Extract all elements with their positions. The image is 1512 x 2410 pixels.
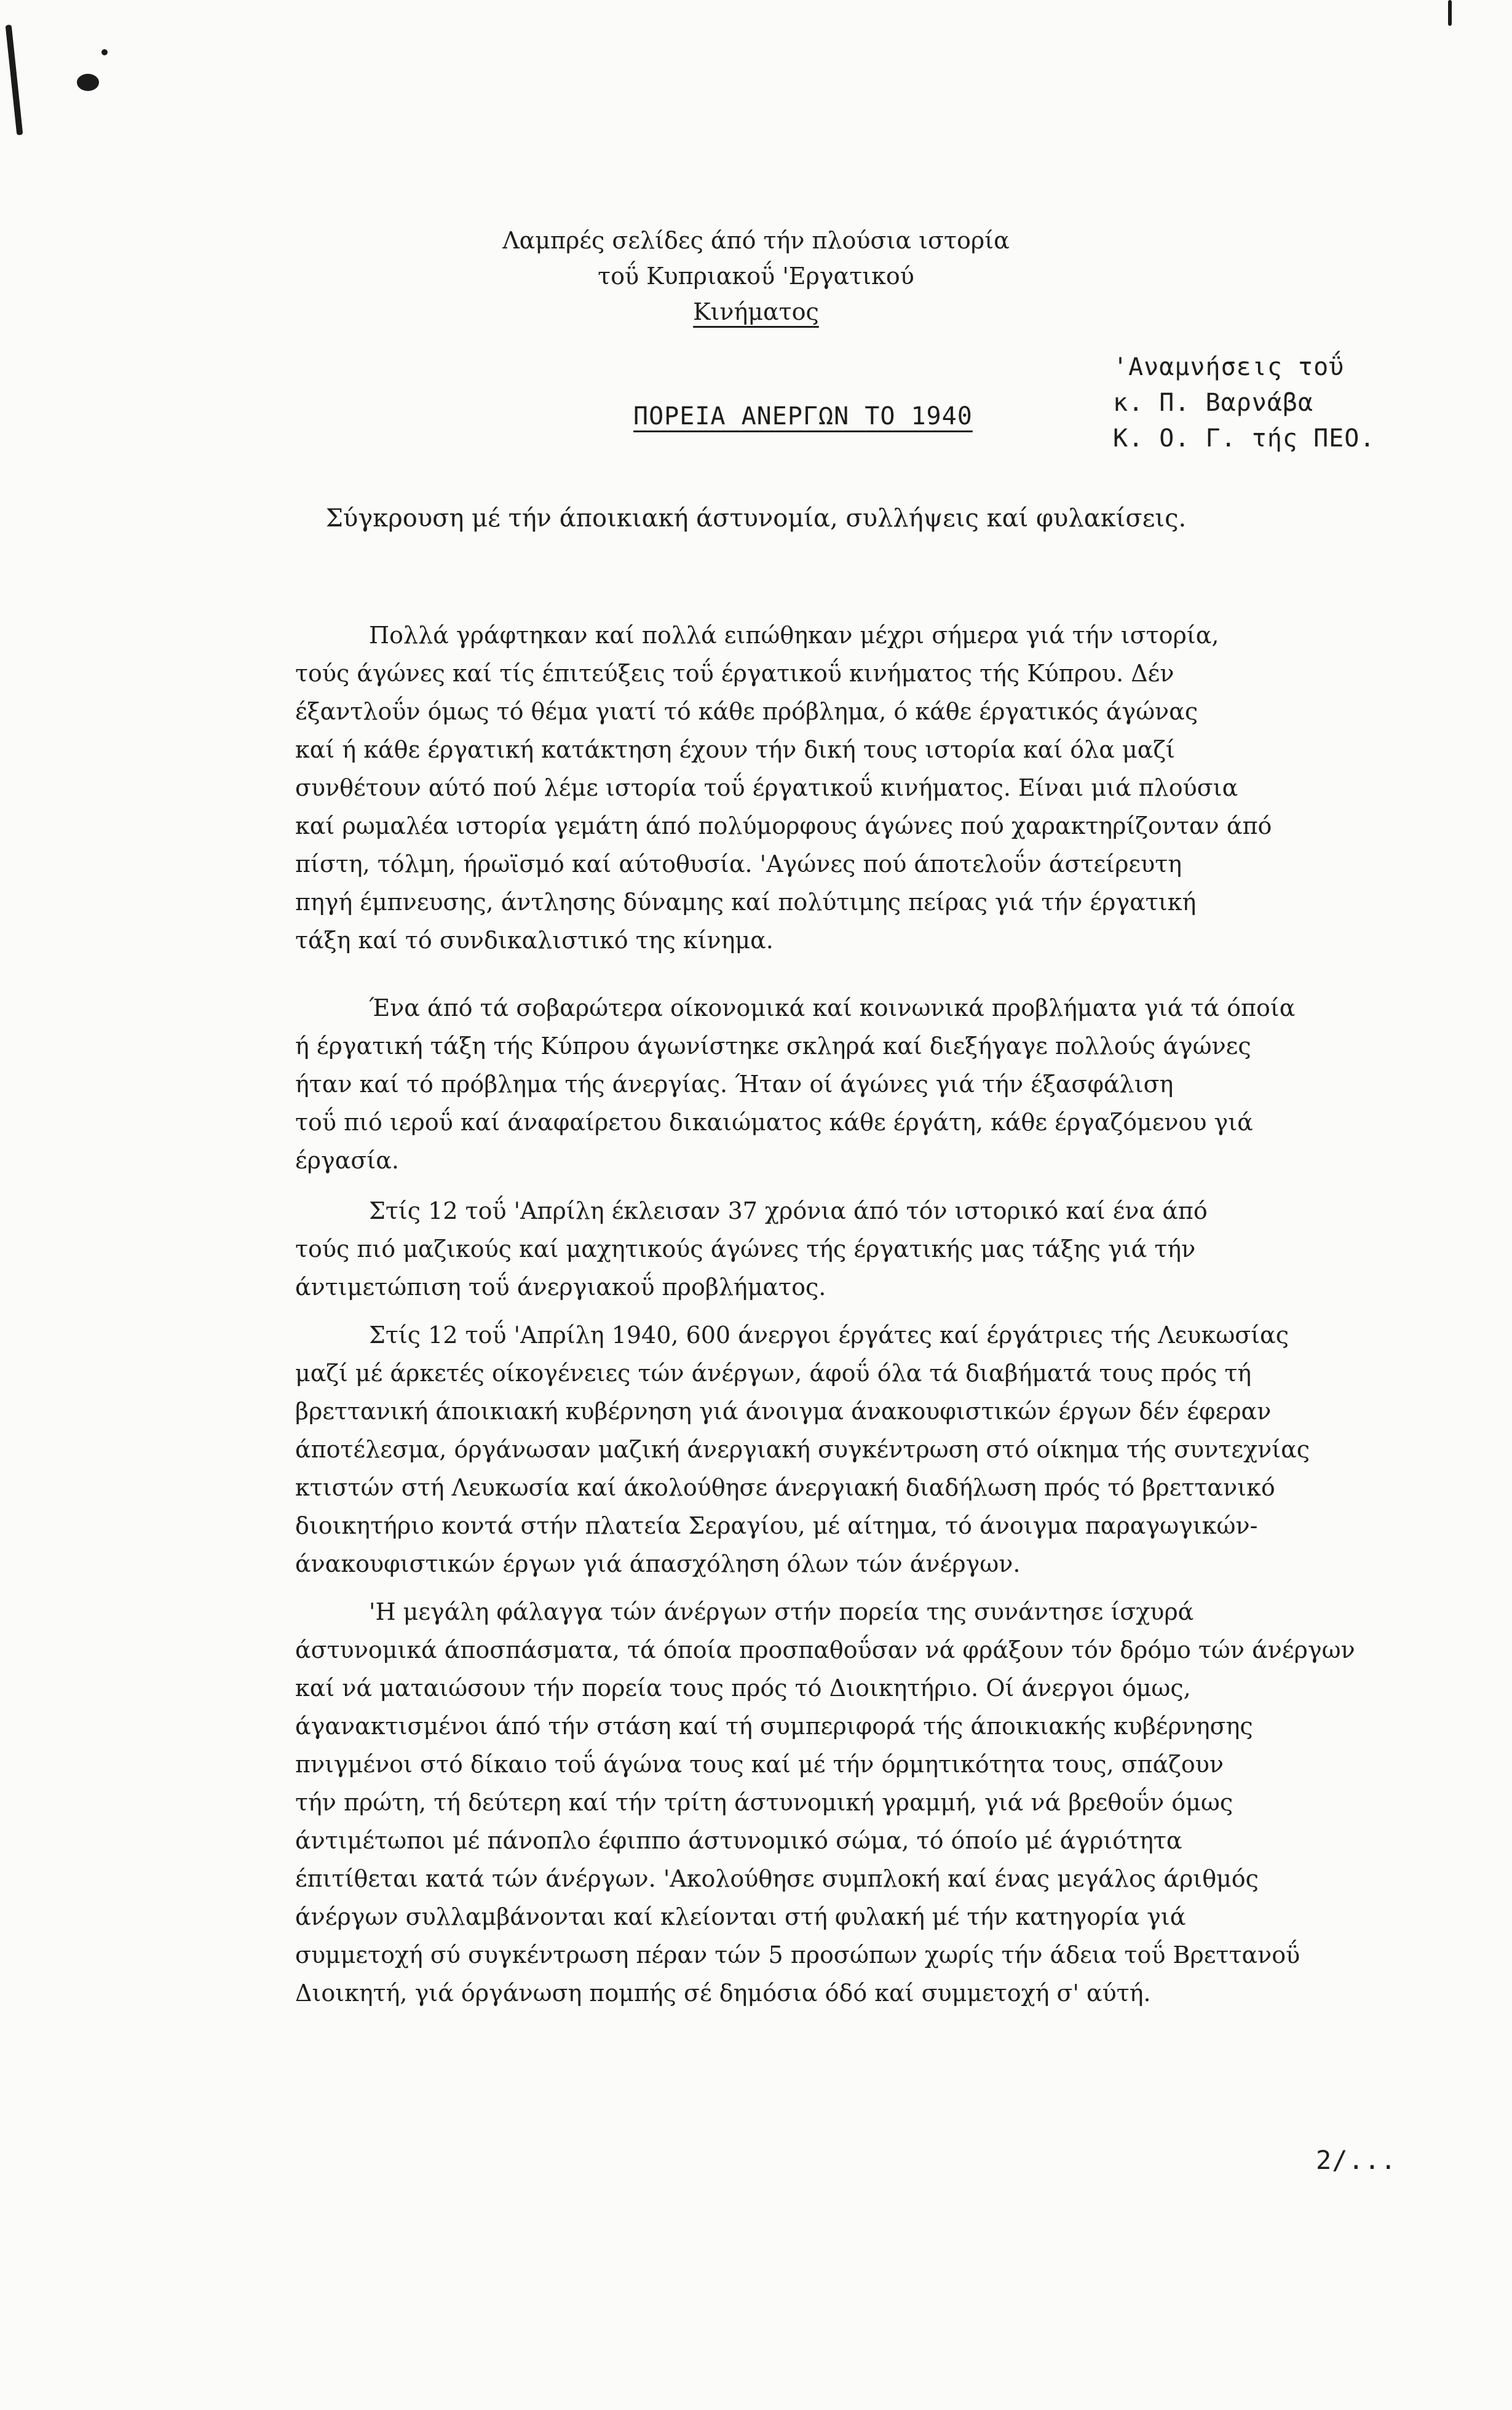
paragraph-line: καί νά ματαιώσουν τήν πορεία τους πρός τό Διοικητήριο. Οί άνεργοι όμως, [295,1675,1191,1702]
paragraph-line: πηγή έμπνευσης, άντλησης δύναμης καί πολύτιμης πείρας γιά τήν έργατική [295,889,1197,916]
paragraph-line: καί ή κάθε έργατική κατάκτηση έχουν τήν δική τους ιστορία καί όλα μαζί [295,736,1175,763]
title-line-3 [0,294,1512,330]
paragraph-line: άντιμετώπιση τοΰ άνεργιακοΰ προβλήματος. [295,1274,826,1301]
paragraph-line: Διοικητή, γιά όργάνωση πομπής σέ δημόσια όδό καί συμμετοχή σ' αύτή. [295,1980,1151,2007]
march-heading: ΠΟΡΕΙΑ ΑΝΕΡΓΩΝ ΤΟ 1940 [633,402,973,430]
scan-mark-blot [77,74,99,91]
paragraph-line: άνακουφιστικών έργων γιά άπασχόληση όλων τών άνέργων. [295,1550,1021,1577]
scan-mark-dot [101,49,108,55]
attribution-line-3: Κ. Ο. Γ. τής ΠΕΟ. [1113,424,1375,453]
attribution-line-1: 'Αναμνήσεις τοΰ [1113,353,1345,381]
paragraph-line: Πολλά γράφτηκαν καί πολλά ειπώθηκαν μέχρι σήμερα γιά τήν ιστορία, [369,622,1219,649]
paragraph-line: ήταν καί τό πρόβλημα τής άνεργίας. Ήταν οί άγώνες γιά τήν έξασφάλιση [295,1071,1174,1098]
paragraph-line: Ένα άπό τά σοβαρώτερα οίκονομικά καί κοινωνικά προβλήματα γιά τά όποία [369,994,1296,1021]
paragraph [295,1192,1451,1306]
paragraph-line: Στίς 12 τοΰ 'Απρίλη έκλεισαν 37 χρόνια άπό τόν ιστορικό καί ένα άπό [369,1197,1208,1224]
paragraph-line: πίστη, τόλμη, ήρωϊσμό καί αύτοθυσία. 'Αγώνες πού άποτελοΰν άστείρευτη [295,850,1182,878]
scan-mark-top-left [6,25,23,135]
paragraph-line: συνθέτουν αύτό πού λέμε ιστορία τοΰ έργατικοΰ κινήματος. Είναι μιά πλούσια [295,774,1238,801]
title-line-1: Λαμπρές σελίδες άπό τήν πλούσια ιστορία [502,227,1010,254]
attribution-line-2: κ. Π. Βαρνάβα [1113,389,1314,417]
paragraph-line: καί ρωμαλέα ιστορία γεμάτη άπό πολύμορφους άγώνες πού χαρακτηρίζονταν άπό [295,812,1272,839]
subtitle: Σύγκρουση μέ τήν άποικιακή άστυνομία, συλλήψεις καί φυλακίσεις. [325,504,1187,533]
paragraph-line: τούς πιό μαζικούς καί μαχητικούς άγώνες τής έργατικής μας τάξης γιά τήν [295,1235,1196,1262]
scan-mark-top-right [1448,0,1452,26]
paragraph-line: συμμετοχή σύ συγκέντρωση πέραν τών 5 προσώπων χωρίς τήν άδεια τοΰ Βρεττανοΰ [295,1941,1300,1968]
paragraph-line: μαζί μέ άρκετές οίκογένειες τών άνέργων, άφοΰ όλα τά διαβήματά τους πρός τή [295,1360,1252,1387]
paragraph-line: βρεττανική άποικιακή κυβέρνηση γιά άνοιγμα άνακουφιστικών έργων δέν έφεραν [295,1398,1272,1425]
paragraph-line: άποτέλεσμα, όργάνωσαν μαζική άνεργιακή συγκέντρωση στό οίκημα τής συντεχνίας [295,1436,1310,1463]
title-underlined-word: Κινήματος [693,298,819,325]
paragraph [295,1316,1451,1583]
paragraph-line: άστυνομικά άποσπάσματα, τά όποία προσπαθοΰσαν νά φράξουν τόν δρόμο τών άνέργων [295,1636,1355,1663]
paragraph [295,1593,1451,2012]
paragraph-line: πνιγμένοι στό δίκαιο τοΰ άγώνα τους καί μέ τήν όρμητικότητα τους, σπάζουν [295,1751,1224,1778]
paragraph-line: Στίς 12 τοΰ 'Απρίλη 1940, 600 άνεργοι έργάτες καί έργάτριες τής Λευκωσίας [369,1322,1289,1349]
paragraph [295,616,1451,959]
paragraph-line: ή έργατική τάξη τής Κύπρου άγωνίστηκε σκληρά καί διεξήγαγε πολλούς άγώνες [295,1033,1251,1060]
paragraph-line: έξαντλοΰν όμως τό θέμα γιατί τό κάθε πρόβλημα, ό κάθε έργατικός άγώνας [295,698,1198,725]
page-number: 2/... [1316,2145,1397,2175]
paragraph-line: τοΰ πιό ιεροΰ καί άναφαίρετου δικαιώματος κάθε έργάτη, κάθε έργαζόμενου γιά [295,1109,1253,1136]
paragraph-line: άνέργων συλλαμβάνονται καί κλείονται στή φυλακή μέ τήν κατηγορία γιά [295,1903,1186,1930]
paragraph [295,989,1451,1179]
paragraph-line: 'Η μεγάλη φάλαγγα τών άνέργων στήν πορεία της συνάντησε ίσχυρά [369,1598,1194,1625]
attribution [1113,349,1375,456]
paragraph-line: έργασία. [295,1147,399,1174]
paragraph-line: τήν πρώτη, τή δεύτερη καί τήν τρίτη άστυνομική γραμμή, γιά νά βρεθοΰν όμως [295,1789,1233,1816]
paragraph-line: τούς άγώνες καί τίς έπιτεύξεις τοΰ έργατικοΰ κινήματος τής Κύπρου. Δέν [295,660,1174,687]
title-line-2: τοΰ Κυπριακοΰ 'Εργατικού [598,263,914,290]
paragraph-line: άγανακτισμένοι άπό τήν στάση καί τή συμπεριφορά τής άποικιακής κυβέρνησης [295,1713,1253,1740]
paragraph-line: κτιστών στή Λευκωσία καί άκολούθησε άνεργιακή διαδήλωση πρός τό βρεττανικό [295,1474,1275,1501]
document-title [0,223,1512,330]
paragraph-line: έπιτίθεται κατά τών άνέργων. 'Ακολούθησε συμπλοκή καί ένας μεγάλος άριθμός [295,1865,1259,1892]
paragraph-line: άντιμέτωποι μέ πάνοπλο έφιππο άστυνομικό σώμα, τό όποίο μέ άγριότητα [295,1827,1182,1854]
paragraph-line: διοικητήριο κοντά στήν πλατεία Σεραγίου, μέ αίτημα, τό άνοιγμα παραγωγικών- [295,1512,1258,1539]
paragraph-line: τάξη καί τό συνδικαλιστικό της κίνημα. [295,927,774,954]
